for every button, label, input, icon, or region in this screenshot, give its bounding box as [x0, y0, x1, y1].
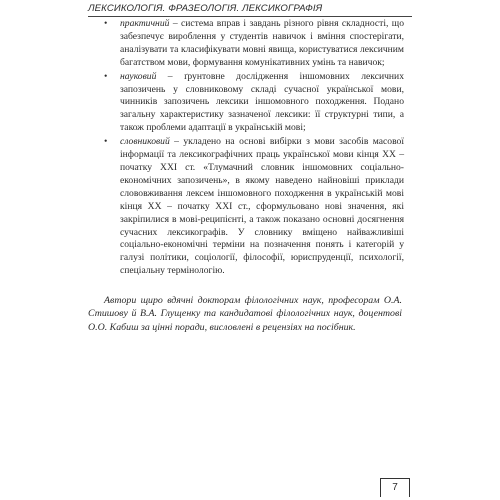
content-list: [104, 18, 404, 278]
main-content: [104, 18, 404, 279]
list-item-term: словниковий: [120, 136, 170, 148]
list-item-text: – система вправ і завдань різного рівня складності, що забезпечує вироблення у студентів навичок і вміння спостерігати, аналізувати та класифікувати мовні явища, користуватися лексичним багатством мови, формування комунікативних умінь та навичок;: [120, 18, 404, 68]
page-number: 7: [380, 478, 410, 497]
running-header: ЛЕКСИКОЛОГІЯ. ФРАЗЕОЛОГІЯ. ЛЕКСИКОГРАФІЯ: [88, 0, 412, 17]
bullet-icon: •: [104, 18, 108, 29]
bullet-icon: •: [104, 136, 108, 148]
acknowledgement-paragraph: Автори щиро вдячні докторам філологічних наук, професорам О.А. Стишову й В.А. Глущенку та кандидатові філологічних наук, доцентові О.О. Кабиш за цінні поради, висловлені в рецензіях на посібник.: [88, 295, 402, 333]
bullet-icon: •: [104, 70, 108, 82]
list-item-term: практичний: [120, 18, 170, 29]
list-item: [104, 18, 404, 70]
list-item-text: – укладено на основі вибірки з мови засобів масової інформації та лексикографічних праць української мови кінця XX – початку XXI ст. «Тлумачний словник іншомовних соціально-економічних запозичень», в якому наведено найновіші приклади слововживання лексем іншомовного походження в українській мові кінця XX – початку XXI ст., сформульовано нові значення, які закріпилися в мові-реципієнті, а також показано основні досягнення сучасних лексикографів. У словнику вміщено найважливіші соціально-економічні терміни на позначення понять і категорій у галузі політики, соціології, філософії, юриспруденції, психології, спеціальну термінологію.: [120, 136, 404, 277]
list-item: [104, 71, 404, 136]
list-item: [104, 136, 404, 278]
list-item-term: науковий: [120, 70, 157, 82]
list-item-text: – ґрунтовне дослідження іншомовних лексичних запозичень у словниковому складі сучасної української мови, чинників запозичень лексики іншомовного походження. Подано загальну характеристику зазначеної лексики: її структурні типи, а також проблеми адаптації в українській мові;: [120, 70, 404, 134]
